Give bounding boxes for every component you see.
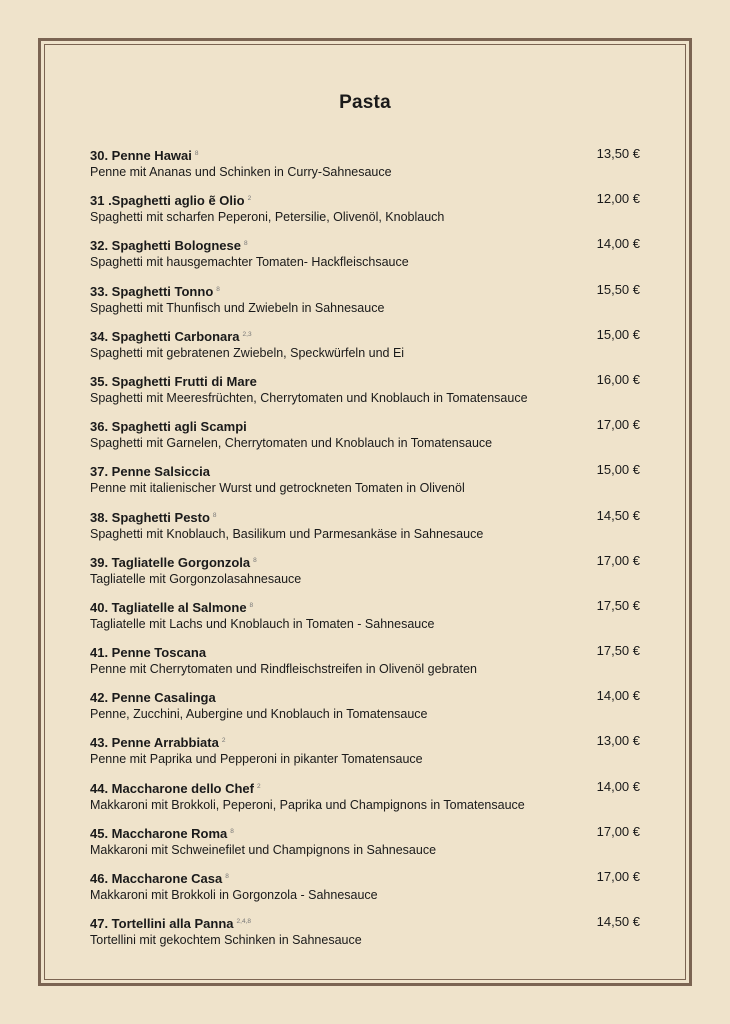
item-description: Spaghetti mit hausgemachter Tomaten- Hackfleischsauce xyxy=(90,255,409,270)
menu-item xyxy=(90,417,640,462)
item-description: Spaghetti mit scharfen Peperoni, Petersilie, Olivenöl, Knoblauch xyxy=(90,210,445,225)
item-description: Tagliatelle mit Gorgonzolasahnesauce xyxy=(90,571,302,586)
item-name: 46. Maccharone Casa xyxy=(90,871,223,886)
allergen-codes: 8 xyxy=(212,511,217,519)
item-name: 38. Spaghetti Pesto xyxy=(90,509,210,525)
item-price: 17,00 € xyxy=(596,417,640,433)
item-price: 14,50 € xyxy=(596,914,640,930)
item-price: 14,00 € xyxy=(596,688,640,704)
item-description: Penne mit Paprika und Pepperoni in pikanter Tomatensauce xyxy=(90,752,423,767)
item-description: Penne mit italienischer Wurst und getrockneten Tomaten in Olivenöl xyxy=(90,481,465,496)
allergen-codes: 8 xyxy=(243,240,248,248)
menu-item xyxy=(90,372,640,417)
item-description: Tortellini mit gekochtem Schinken in Sahnesauce xyxy=(90,933,362,948)
item-description: Spaghetti mit Garnelen, Cherrytomaten und Knoblauch in Tomatensauce xyxy=(90,436,493,451)
item-description: Spaghetti mit Meeresfrüchten, Cherrytomaten und Knoblauch in Tomatensauce xyxy=(90,390,528,405)
item-price: 15,00 € xyxy=(596,462,640,478)
item-name: 41. Penne Toscana xyxy=(90,645,207,661)
menu-item xyxy=(90,146,640,191)
item-description: Penne mit Cherrytomaten und Rindfleischstreifen in Olivenöl gebraten xyxy=(90,662,478,677)
item-name: 30. Penne Hawai xyxy=(90,148,192,163)
item-description: Penne mit Ananas und Schinken in Curry-Sahnesauce xyxy=(90,165,392,179)
menu-item xyxy=(90,914,640,959)
menu-item xyxy=(90,598,640,643)
menu-item xyxy=(90,553,640,598)
item-price: 17,50 € xyxy=(596,643,640,659)
item-name: 36. Spaghetti agli Scampi xyxy=(90,419,247,435)
item-price: 17,50 € xyxy=(596,597,640,613)
item-name: 31 .Spaghetti aglio ẽ Olio xyxy=(90,193,245,209)
item-price: 14,00 € xyxy=(596,778,640,794)
menu-item xyxy=(90,282,640,327)
item-name: 35. Spaghetti Frutti di Mare xyxy=(90,373,257,389)
menu-item xyxy=(90,508,640,553)
allergen-codes: 2 xyxy=(257,782,261,790)
menu-item xyxy=(90,462,640,507)
item-price: 17,00 € xyxy=(596,869,640,884)
allergen-codes: 8 xyxy=(253,556,257,564)
allergen-codes: 8 xyxy=(230,827,234,835)
allergen-codes: 8 xyxy=(249,601,254,609)
item-name: 39. Tagliatelle Gorgonzola xyxy=(90,554,251,570)
item-name: 34. Spaghetti Carbonara xyxy=(90,328,240,344)
item-description: Makkaroni mit Schweinefilet und Champignons in Sahnesauce xyxy=(90,842,437,857)
item-price: 15,50 € xyxy=(596,281,640,297)
item-price: 13,00 € xyxy=(596,733,640,749)
item-price: 16,00 € xyxy=(596,371,640,387)
item-price: 15,00 € xyxy=(596,326,640,342)
menu-item xyxy=(90,733,640,778)
item-name: 33. Spaghetti Tonno xyxy=(90,283,214,299)
menu-item xyxy=(90,191,640,236)
item-name: 43. Penne Arrabbiata xyxy=(90,735,219,751)
allergen-codes: 2,3 xyxy=(242,330,252,338)
item-description: Penne, Zucchini, Aubergine und Knoblauch in Tomatensauce xyxy=(90,707,428,722)
item-description: Spaghetti mit gebratenen Zwiebeln, Speckwürfeln und Ei xyxy=(90,345,405,360)
allergen-codes: 8 xyxy=(216,285,220,293)
item-description: Spaghetti mit Thunfisch und Zwiebeln in Sahnesauce xyxy=(90,300,385,315)
item-price: 14,50 € xyxy=(596,507,640,523)
item-name: 40. Tagliatelle al Salmone xyxy=(90,599,247,615)
allergen-codes: 2 xyxy=(221,737,226,745)
allergen-codes: 2,4,8 xyxy=(236,918,251,926)
item-price: 14,00 € xyxy=(596,236,640,252)
menu-item xyxy=(90,643,640,688)
menu-item xyxy=(90,869,640,914)
item-name: 47. Tortellini alla Panna xyxy=(90,916,234,932)
allergen-codes: 2 xyxy=(247,195,252,203)
allergen-codes: 8 xyxy=(194,150,199,157)
allergen-codes: 8 xyxy=(225,873,229,880)
item-price: 12,00 € xyxy=(596,191,640,207)
item-description: Makkaroni mit Brokkoli in Gorgonzola - Sahnesauce xyxy=(90,888,378,902)
item-name: 45. Maccharone Roma xyxy=(90,825,228,841)
menu-item xyxy=(90,236,640,281)
item-description: Tagliatelle mit Lachs und Knoblauch in Tomaten - Sahnesauce xyxy=(90,616,435,631)
item-name: 44. Maccharone dello Chef xyxy=(90,780,254,796)
menu-item xyxy=(90,688,640,733)
item-price: 13,50 € xyxy=(596,146,640,161)
item-price: 17,00 € xyxy=(596,552,640,568)
menu-item xyxy=(90,824,640,869)
item-description: Spaghetti mit Knoblauch, Basilikum und Parmesankäse in Sahnesauce xyxy=(90,526,484,541)
page-title: Pasta xyxy=(339,92,391,113)
item-description: Makkaroni mit Brokkoli, Peperoni, Paprika und Champignons in Tomatensauce xyxy=(90,797,525,812)
item-price: 17,00 € xyxy=(596,823,640,839)
item-name: 42. Penne Casalinga xyxy=(90,690,216,706)
menu-item xyxy=(90,779,640,824)
menu-item xyxy=(90,327,640,372)
menu-list xyxy=(90,146,640,959)
item-name: 37. Penne Salsiccia xyxy=(90,464,210,480)
item-name: 32. Spaghetti Bolognese xyxy=(90,238,241,254)
